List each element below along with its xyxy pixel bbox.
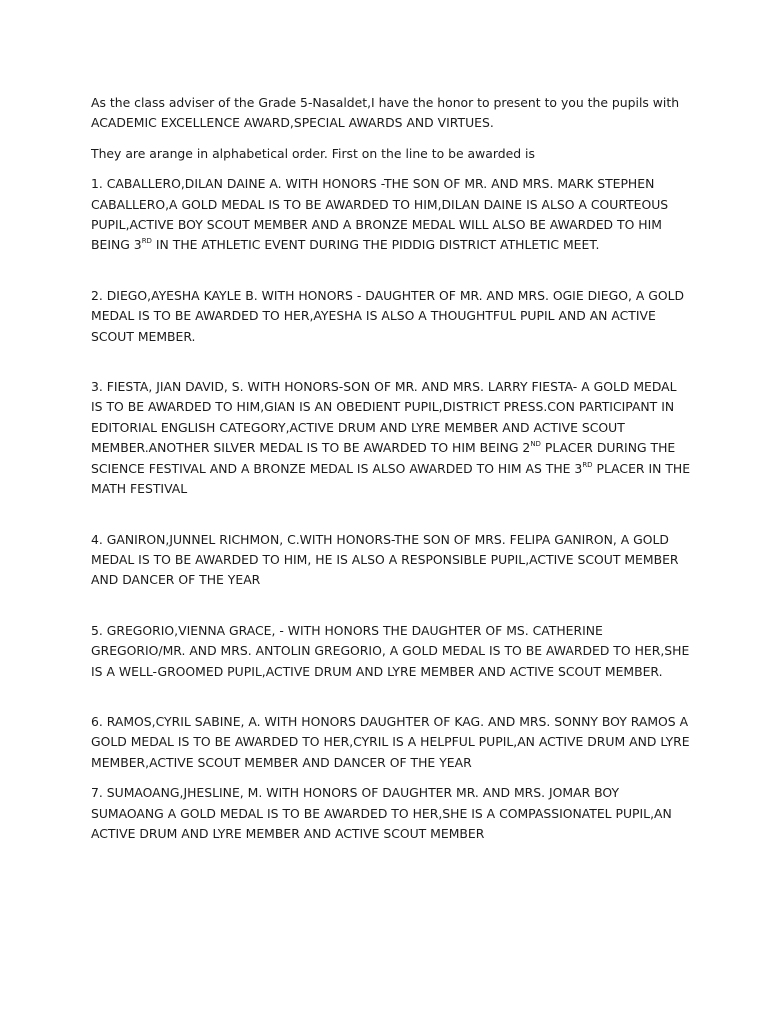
order-note-paragraph: They are arange in alphabetical order. First on the line to be awarded is <box>91 145 535 161</box>
awardee-entry-text: 3. FIESTA, JIAN DAVID, S. WITH HONORS-SON OF MR. AND MRS. LARRY FIESTA- A GOLD MEDAL IS TO BE AWARDED TO HIM,GIAN IS AN OBEDIENT PUPIL,DISTRICT PRESS.CON PARTICIPANT IN EDITORIAL ENGLISH CATEGORY,ACTIVE DRUM AND LYRE MEMBER AND ACTIVE SCOUT MEMBER.ANOTHER SILVER MEDAL IS TO BE AWARDED TO HIM BEING 2 <box>91 379 677 456</box>
awardee-entry-text: PLACER IN THE MATH FESTIVAL <box>91 460 691 497</box>
awardee-entry-2 <box>91 286 691 347</box>
awardee-entry-text: IN THE ATHLETIC EVENT DURING THE PIDDIG DISTRICT ATHLETIC MEET. <box>151 237 600 253</box>
ordinal-suffix: ND <box>530 440 541 449</box>
awardee-entry-text: 1. CABALLERO,DILAN DAINE A. WITH HONORS -THE SON OF MR. AND MRS. MARK STEPHEN CABALLERO,A GOLD MEDAL IS TO BE AWARDED TO HIM,DILAN DAINE IS ALSO A COURTEOUS PUPIL,ACTIVE BOY SCOUT MEMBER AND A BRONZE MEDAL WILL ALSO BE AWARDED TO HIM BEING 3 <box>91 176 669 253</box>
awardee-entry-text: 2. DIEGO,AYESHA KAYLE B. WITH HONORS - DAUGHTER OF MR. AND MRS. OGIE DIEGO, A GOLD MEDAL IS TO BE AWARDED TO HER,AYESHA IS ALSO A THOUGHTFUL PUPIL AND AN ACTIVE SCOUT MEMBER. <box>91 287 685 344</box>
awardee-entry-5 <box>91 621 691 682</box>
awardee-entry-7 <box>91 783 691 844</box>
awardee-entry-3 <box>91 377 691 499</box>
awardee-entry-text: 4. GANIRON,JUNNEL RICHMON, C.WITH HONORS-THE SON OF MRS. FELIPA GANIRON, A GOLD MEDAL IS TO BE AWARDED TO HIM, HE IS ALSO A RESPONSIBLE PUPIL,ACTIVE SCOUT MEMBER AND DANCER OF THE YEAR <box>91 531 679 588</box>
awardee-entry-6 <box>91 712 691 773</box>
awardee-entry-text: PLACER DURING THE SCIENCE FESTIVAL AND A BRONZE MEDAL IS ALSO AWARDED TO HIM AS THE 3 <box>91 440 676 476</box>
awardee-entry-text: 5. GREGORIO,VIENNA GRACE, - WITH HONORS THE DAUGHTER OF MS. CATHERINE GREGORIO/MR. AND MRS. ANTOLIN GREGORIO, A GOLD MEDAL IS TO BE AWARDED TO HER,SHE IS A WELL-GROOMED PUPIL,ACTIVE DRUM AND LYRE MEMBER AND ACTIVE SCOUT MEMBER. <box>91 622 690 679</box>
awardee-entry-text: 7. SUMAOANG,JHESLINE, M. WITH HONORS OF DAUGHTER MR. AND MRS. JOMAR BOY SUMAOANG A GOLD MEDAL IS TO BE AWARDED TO HER,SHE IS A COMPASSIONATEL PUPIL,AN ACTIVE DRUM AND LYRE MEMBER AND ACTIVE SCOUT MEMBER <box>91 785 672 841</box>
intro-paragraph: As the class adviser of the Grade 5-Nasaldet,I have the honor to present to you the pupils with ACADEMIC EXCELLENCE AWARD,SPECIAL AWARDS AND VIRTUES. <box>91 95 680 131</box>
ordinal-suffix: RD <box>141 237 152 246</box>
document-body <box>91 93 691 854</box>
awardee-entry-1 <box>91 174 691 256</box>
awardee-entry-text: 6. RAMOS,CYRIL SABINE, A. WITH HONORS DAUGHTER OF KAG. AND MRS. SONNY BOY RAMOS A GOLD MEDAL IS TO BE AWARDED TO HER,CYRIL IS A HELPFUL PUPIL,AN ACTIVE DRUM AND LYRE MEMBER,ACTIVE SCOUT MEMBER AND DANCER OF THE YEAR <box>91 713 690 770</box>
ordinal-suffix: RD <box>582 460 593 469</box>
awardee-entry-4 <box>91 530 691 591</box>
